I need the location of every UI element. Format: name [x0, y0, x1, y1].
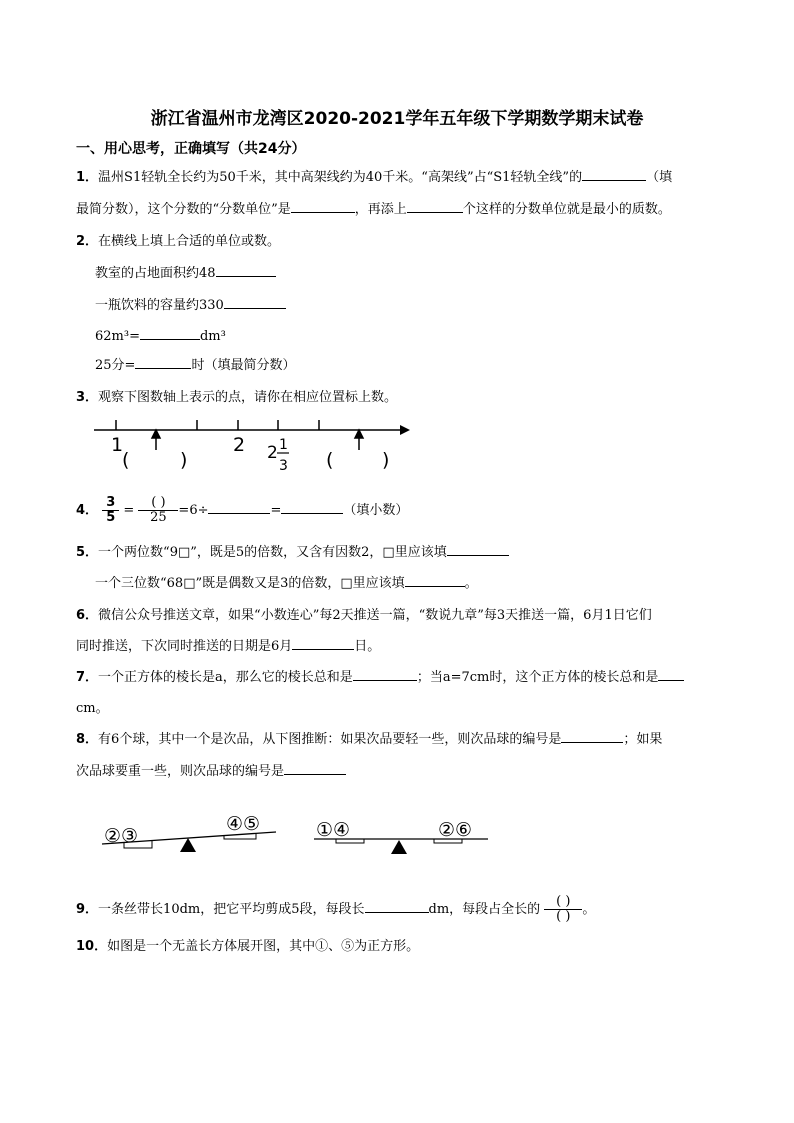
tick-label-2: 2	[233, 434, 246, 456]
answer-blank[interactable]	[353, 667, 417, 681]
question-number: 6．	[76, 608, 99, 623]
question-10	[76, 935, 419, 954]
question-2-stem	[76, 230, 280, 249]
question-text: 时（填最简分数）	[191, 358, 296, 373]
question-text: 同时推送，下次同时推送的日期是6月	[76, 639, 293, 654]
question-number: 3．	[76, 390, 99, 405]
fulcrum-triangle	[180, 838, 196, 852]
fraction-numerator[interactable]: ( )	[138, 496, 178, 511]
fraction-three-fifths	[102, 496, 119, 525]
answer-blank[interactable]	[140, 326, 200, 340]
mixed-number-denominator: 3	[279, 458, 288, 474]
question-text: 一个两位数“9□”，既是5的倍数，又含有因数2，□里应该填	[98, 545, 447, 560]
question-7-line-1	[76, 666, 684, 685]
answer-blank[interactable]	[407, 199, 463, 213]
question-number: 5．	[76, 545, 99, 560]
question-text: 62m³=	[95, 329, 140, 344]
question-text: 在横线上填上合适的单位或数。	[98, 234, 281, 249]
balls-right: ②⑥	[438, 819, 473, 841]
question-text: 温州S1轻轨全长约为50千米，其中高架线约为40千米。“高架线”占“S1轻轨全线”的	[98, 170, 583, 185]
question-text: cm。	[76, 701, 109, 716]
answer-blank[interactable]	[561, 729, 623, 743]
answer-blank[interactable]	[224, 295, 286, 309]
answer-blank[interactable]	[658, 667, 684, 681]
question-text: dm³	[199, 329, 226, 344]
fulcrum-triangle	[391, 840, 407, 854]
question-text: 。	[582, 902, 596, 917]
question-text: 最简分数），这个分数的“分数单位”是	[76, 202, 291, 217]
question-2-part-d	[95, 354, 295, 373]
answer-blank[interactable]	[292, 636, 354, 650]
question-text: 一个三位数“68□”既是偶数又是3的倍数，□里应该填	[95, 576, 405, 591]
question-text: 一瓶饮料的容量约330	[95, 298, 224, 313]
axis-arrowhead	[400, 425, 410, 435]
question-text: 如图是一个无盖长方体展开图，其中①、⑤为正方形。	[107, 939, 420, 954]
tick-label-1: 1	[111, 434, 124, 456]
answer-blank[interactable]	[284, 761, 346, 775]
question-text: 一个正方体的棱长是a，那么它的棱长总和是	[98, 670, 353, 685]
question-number: 4．	[76, 503, 99, 518]
fraction-answer[interactable]	[544, 895, 582, 924]
balls-left: ②③	[104, 825, 139, 847]
tick-marks	[116, 420, 319, 430]
question-1-line-2	[76, 198, 671, 217]
question-text: 观察下图数轴上表示的点，请你在相应位置标上数。	[98, 390, 398, 405]
fraction-blank-over-25[interactable]	[138, 496, 178, 525]
answer-paren-close[interactable]: )	[180, 449, 188, 471]
question-6-line-1	[76, 604, 652, 623]
question-text: 次品球要重一些，则次品球的编号是	[76, 764, 285, 779]
fraction-denominator: 5	[106, 510, 116, 525]
balance-scale-2	[314, 819, 488, 854]
question-text: （填小数）	[343, 503, 409, 518]
balls-left: ①④	[316, 819, 351, 841]
answer-paren-open[interactable]: (	[122, 449, 130, 471]
question-text: 一条丝带长10dm，把它平均剪成5段，每段长	[98, 902, 365, 917]
fraction-numerator[interactable]: ( )	[544, 895, 582, 910]
question-2-part-b	[95, 294, 286, 313]
question-number: 1．	[76, 170, 99, 185]
question-7-line-2	[76, 697, 109, 716]
question-number: 9．	[76, 902, 99, 917]
balance-scale-1	[102, 813, 276, 852]
answer-blank[interactable]	[405, 573, 465, 587]
question-text: =6÷	[178, 503, 209, 518]
question-text: 微信公众号推送文章，如果“小数连心”每2天推送一篇，“数说九章”每3天推送一篇，6月1日它们	[98, 608, 652, 623]
page-title: 浙江省温州市龙湾区2020-2021学年五年级下学期数学期末试卷	[150, 109, 644, 129]
question-text: 个这样的分数单位就是最小的质数。	[462, 202, 671, 217]
question-text: 教室的占地面积约48	[95, 266, 216, 281]
question-number: 7．	[76, 670, 99, 685]
fraction-numerator: 3	[102, 496, 119, 511]
question-6-line-2	[76, 635, 380, 654]
section-heading-1: 一、用心思考，正确填写（共24分）	[76, 141, 306, 157]
answer-paren-close[interactable]: )	[382, 449, 390, 471]
question-text: 有6个球，其中一个是次品，从下图推断：如果次品要轻一些，则次品球的编号是	[98, 732, 562, 747]
balls-right: ④⑤	[226, 813, 261, 835]
question-number: 10．	[76, 939, 108, 954]
question-3-stem	[76, 386, 397, 405]
question-5-line-2	[95, 572, 478, 591]
answer-blank[interactable]	[291, 199, 355, 213]
answer-blank[interactable]	[135, 355, 191, 369]
answer-blank[interactable]	[447, 542, 509, 556]
question-8-line-1	[76, 728, 662, 747]
question-text: （填	[646, 170, 673, 185]
point-arrow-2	[355, 430, 363, 450]
balance-scales-figure	[96, 808, 496, 868]
question-2-part-a	[95, 262, 276, 281]
answer-blank[interactable]	[582, 167, 646, 181]
answer-blank[interactable]	[365, 899, 429, 913]
question-text: ，再添上	[354, 202, 407, 217]
fraction-denominator[interactable]: ( )	[556, 909, 571, 924]
point-arrow-1	[152, 430, 160, 450]
question-number: 2．	[76, 234, 99, 249]
answer-blank[interactable]	[208, 500, 270, 514]
question-2-part-c	[95, 326, 226, 344]
equals-sign: =	[270, 503, 282, 518]
equals-sign: =	[123, 503, 135, 518]
question-text: dm，每段占全长的	[428, 902, 541, 917]
mixed-number-numerator: 1	[279, 437, 288, 453]
fraction-denominator: 25	[150, 510, 167, 525]
answer-paren-open[interactable]: (	[326, 449, 334, 471]
question-5-line-1	[76, 541, 509, 560]
question-4	[76, 496, 408, 525]
question-8-line-2	[76, 760, 346, 779]
question-text: 25分=	[95, 358, 136, 373]
question-number: 8．	[76, 732, 99, 747]
question-1-line-1	[76, 166, 672, 185]
answer-blank[interactable]	[216, 263, 276, 277]
number-line-figure	[80, 408, 420, 480]
question-text: ；如果	[623, 732, 663, 747]
question-text: 。	[464, 576, 478, 591]
question-9	[76, 895, 595, 924]
question-text: ；当a=7cm时，这个正方体的棱长总和是	[416, 670, 659, 685]
mixed-number-whole: 2	[267, 443, 278, 463]
question-text: 日。	[354, 639, 381, 654]
answer-blank[interactable]	[281, 500, 343, 514]
